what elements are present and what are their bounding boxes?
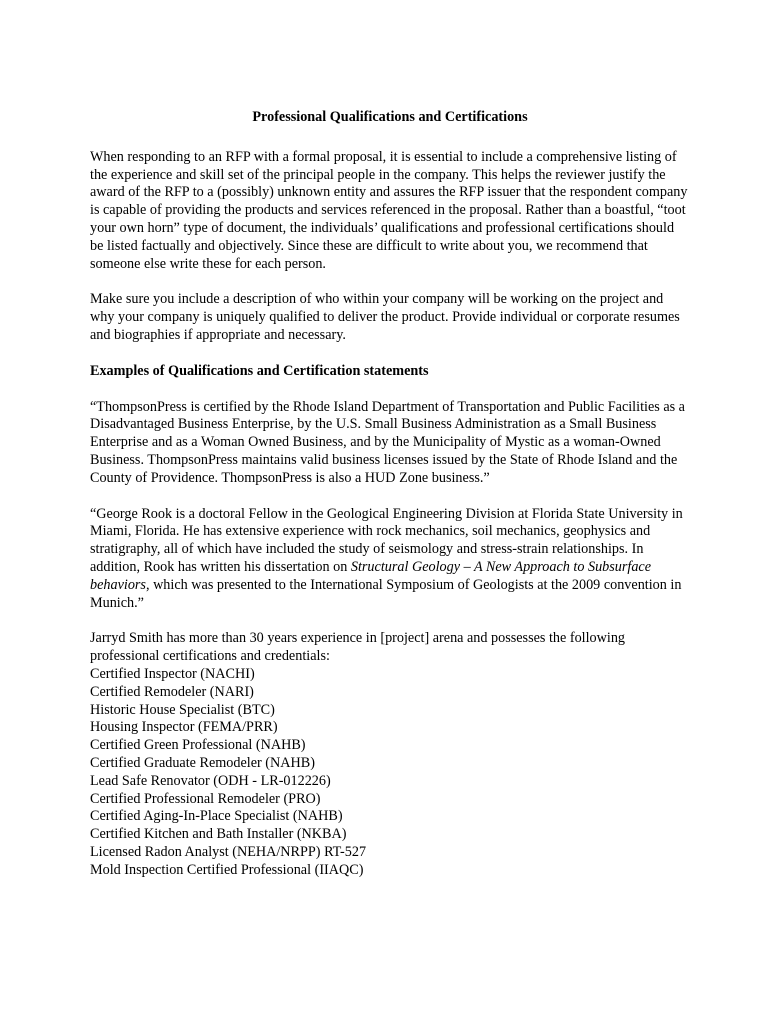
- example-george-rook-text-b: , which was presented to the International Symposium of Geologists at the 2009 convention in Munich.”: [90, 576, 682, 611]
- certification-item: Certified Green Professional (NAHB): [90, 737, 306, 754]
- certification-item: Certified Inspector (NACHI): [90, 665, 255, 682]
- dissertation-title: Structural Geology – A New Approach to Subsurface behaviors: [90, 558, 652, 593]
- document-title: Professional Qualifications and Certifications: [252, 109, 528, 125]
- document-page: [90, 109, 690, 879]
- certification-item: Housing Inspector (FEMA/PRR): [90, 719, 278, 736]
- example-george-rook: [90, 506, 690, 613]
- example-george-rook-text-a: “George Rook is a doctoral Fellow in the Geological Engineering Division at Florida State University in Miami, Florida. He has extensive experience with rock mechanics, soil mechanics, geophysics and stratigraphy, all of which have included the study of seismology and stress-strain relationships. In addition, Rook has written his dissertation on: [90, 505, 683, 575]
- example-thompsonpress: “ThompsonPress is certified by the Rhode Island Department of Transportation and Public Facilities as a Disadvantaged Business Enterprise, by the U.S. Small Business Administration as a Small Business Enterprise and as a Woman Owned Business, and by the Municipality of Mystic as a woman-Owned Business. ThompsonPress maintains valid business licenses issued by the State of Rhode Island and the County of Providence. ThompsonPress is also a HUD Zone business.”: [90, 398, 685, 486]
- certification-item: Certified Aging-In-Place Specialist (NAHB): [90, 808, 343, 825]
- certification-item: Historic House Specialist (BTC): [90, 701, 275, 718]
- certification-item: Mold Inspection Certified Professional (IIAQC): [90, 861, 364, 878]
- intro-paragraph-1: When responding to an RFP with a formal proposal, it is essential to include a comprehensive listing of the experience and skill set of the principal people in the company. This helps the reviewer justify the award of the RFP to a (possibly) unknown entity and assures the RFP issuer that the respondent company is capable of providing the products and services referenced in the proposal. Rather than a boastful, “toot your own horn” type of document, the individuals’ qualifications and professional certifications should be listed factually and objectively. Since these are difficult to write about you, we recommend that someone else write these for each person.: [90, 148, 688, 272]
- certification-item: Licensed Radon Analyst (NEHA/NRPP) RT-527: [90, 843, 367, 860]
- certification-item: Lead Safe Renovator (ODH - LR-012226): [90, 772, 331, 789]
- intro-paragraph-2: Make sure you include a description of who within your company will be working on the project and why your company is uniquely qualified to deliver the product. Provide individual or corporate resumes and biographies if appropriate and necessary.: [90, 291, 680, 343]
- certification-item: Certified Professional Remodeler (PRO): [90, 790, 321, 807]
- certification-item: Certified Remodeler (NARI): [90, 683, 254, 700]
- certification-list: [90, 666, 690, 880]
- certification-item: Certified Graduate Remodeler (NAHB): [90, 754, 315, 771]
- examples-heading: Examples of Qualifications and Certification statements: [90, 362, 429, 379]
- example-jarryd-smith-intro: Jarryd Smith has more than 30 years experience in [project] arena and possesses the following professional certifications and credentials:: [90, 630, 626, 665]
- certification-item: Certified Kitchen and Bath Installer (NKBA): [90, 826, 347, 843]
